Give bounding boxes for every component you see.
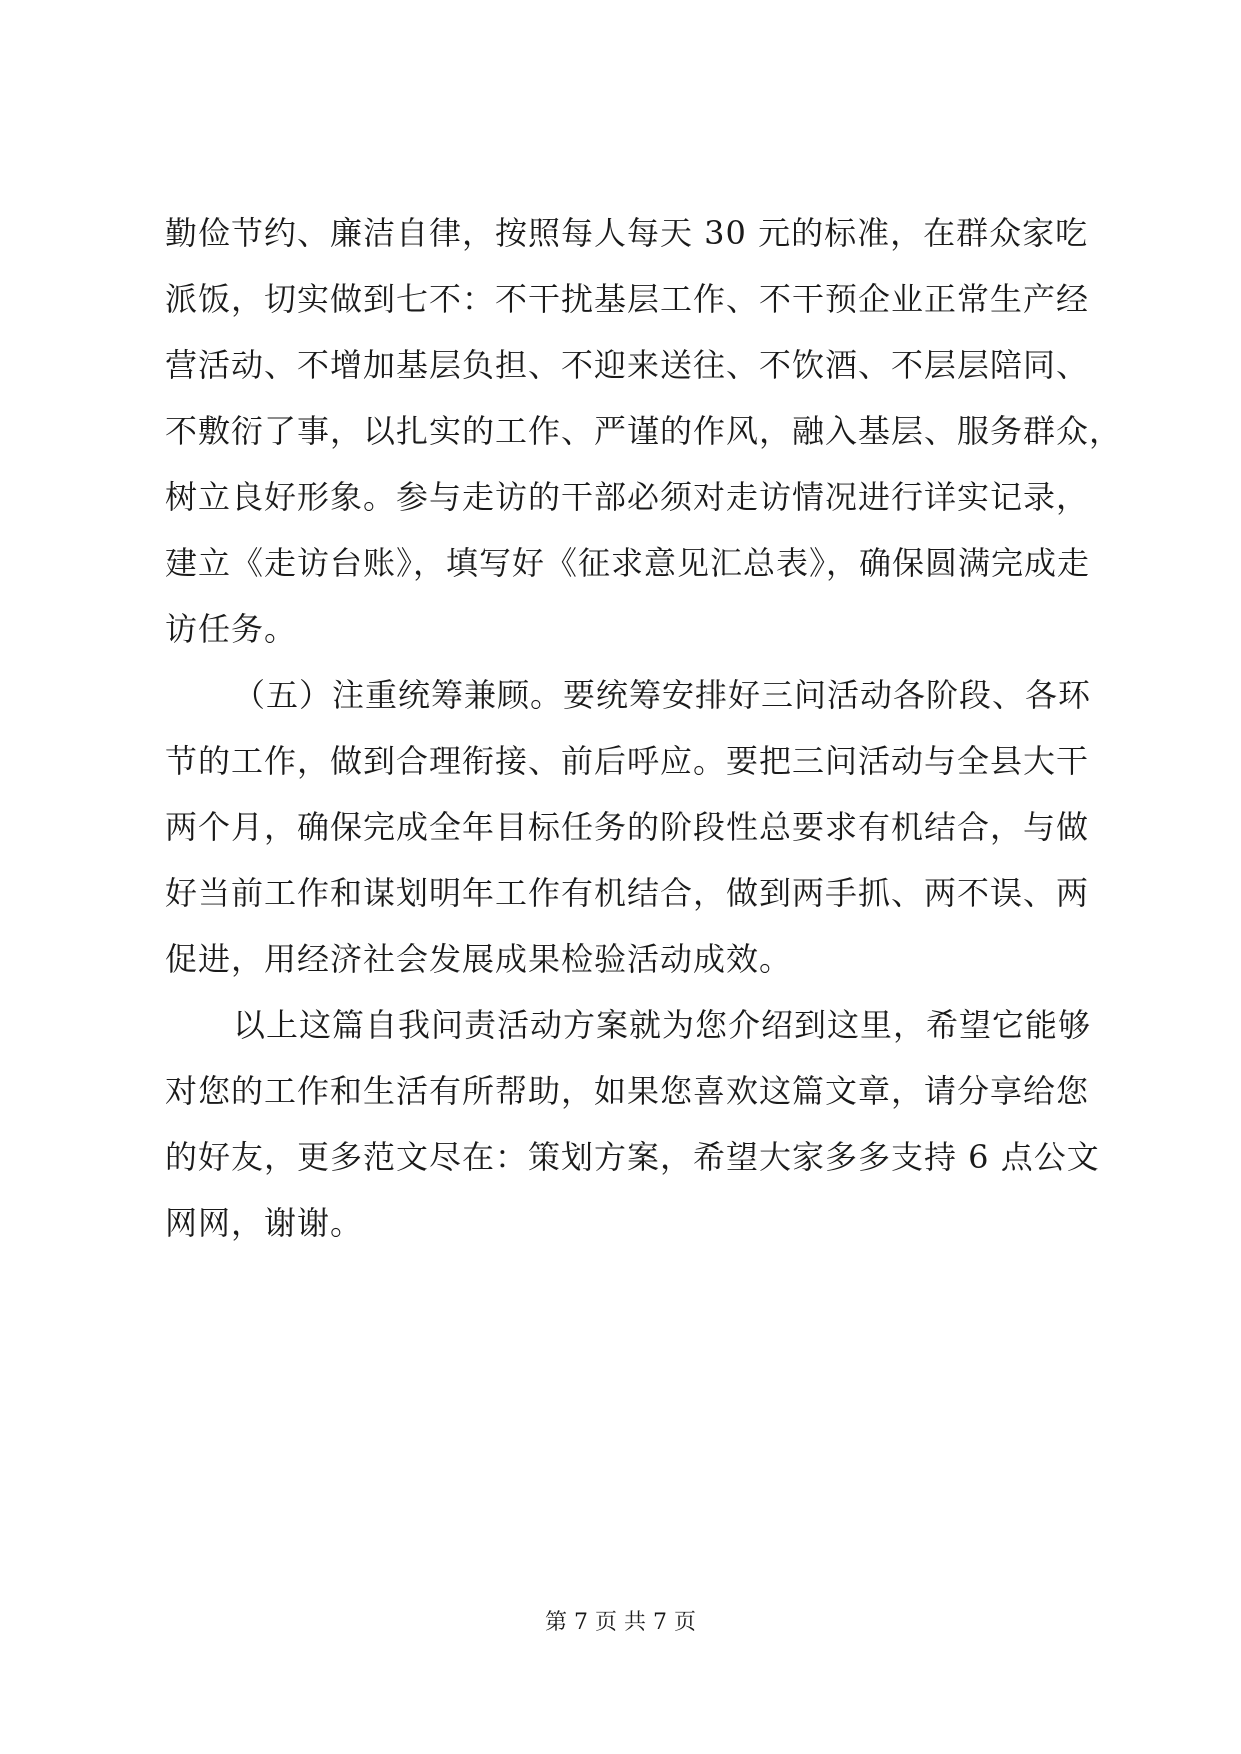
text-line: 营活动、不增加基层负担、不迎来送往、不饮酒、不层层陪同、 [165, 346, 1090, 384]
text-line: 不敷衍了事，以扎实的工作、严谨的作风，融入基层、服务群众， [165, 412, 1123, 450]
paragraph-overall-planning [165, 662, 1092, 992]
text-line: 访任务。 [165, 610, 298, 648]
text-line: 好当前工作和谋划明年工作有机结合，做到两手抓、两不误、两 [165, 874, 1090, 912]
text-line: 勤俭节约、廉洁自律，按照每人每天 30 元的标准，在群众家吃 [165, 214, 1089, 252]
paragraph-frugality-rules [165, 200, 1123, 662]
document-body [165, 200, 1123, 1256]
text-line: 建立《走访台账》，填写好《征求意见汇总表》，确保圆满完成走 [165, 544, 1091, 582]
text-line: 两个月，确保完成全年目标任务的阶段性总要求有机结合，与做 [165, 808, 1090, 846]
text-line: 的好友，更多范文尽在：策划方案，希望大家多多支持 6 点公文 [165, 1138, 1100, 1176]
text-line: 节的工作，做到合理衔接、前后呼应。要把三问活动与全县大干 [165, 742, 1090, 780]
text-line: 对您的工作和生活有所帮助，如果您喜欢这篇文章，请分享给您 [165, 1072, 1090, 1110]
text-line: 树立良好形象。参与走访的干部必须对走访情况进行详实记录， [165, 478, 1090, 516]
text-line: 网网，谢谢。 [165, 1204, 364, 1242]
text-line: 促进，用经济社会发展成果检验活动成效。 [165, 940, 793, 978]
paragraph-closing-note [165, 992, 1100, 1256]
page-number-footer: 第 7 页 共 7 页 [545, 1610, 696, 1635]
text-line: 派饭，切实做到七不：不干扰基层工作、不干预企业正常生产经 [165, 280, 1090, 318]
text-line: （五）注重统筹兼顾。要统筹安排好三问活动各阶段、各环 [233, 676, 1092, 714]
text-line: 以上这篇自我问责活动方案就为您介绍到这里，希望它能够 [233, 1006, 1092, 1044]
